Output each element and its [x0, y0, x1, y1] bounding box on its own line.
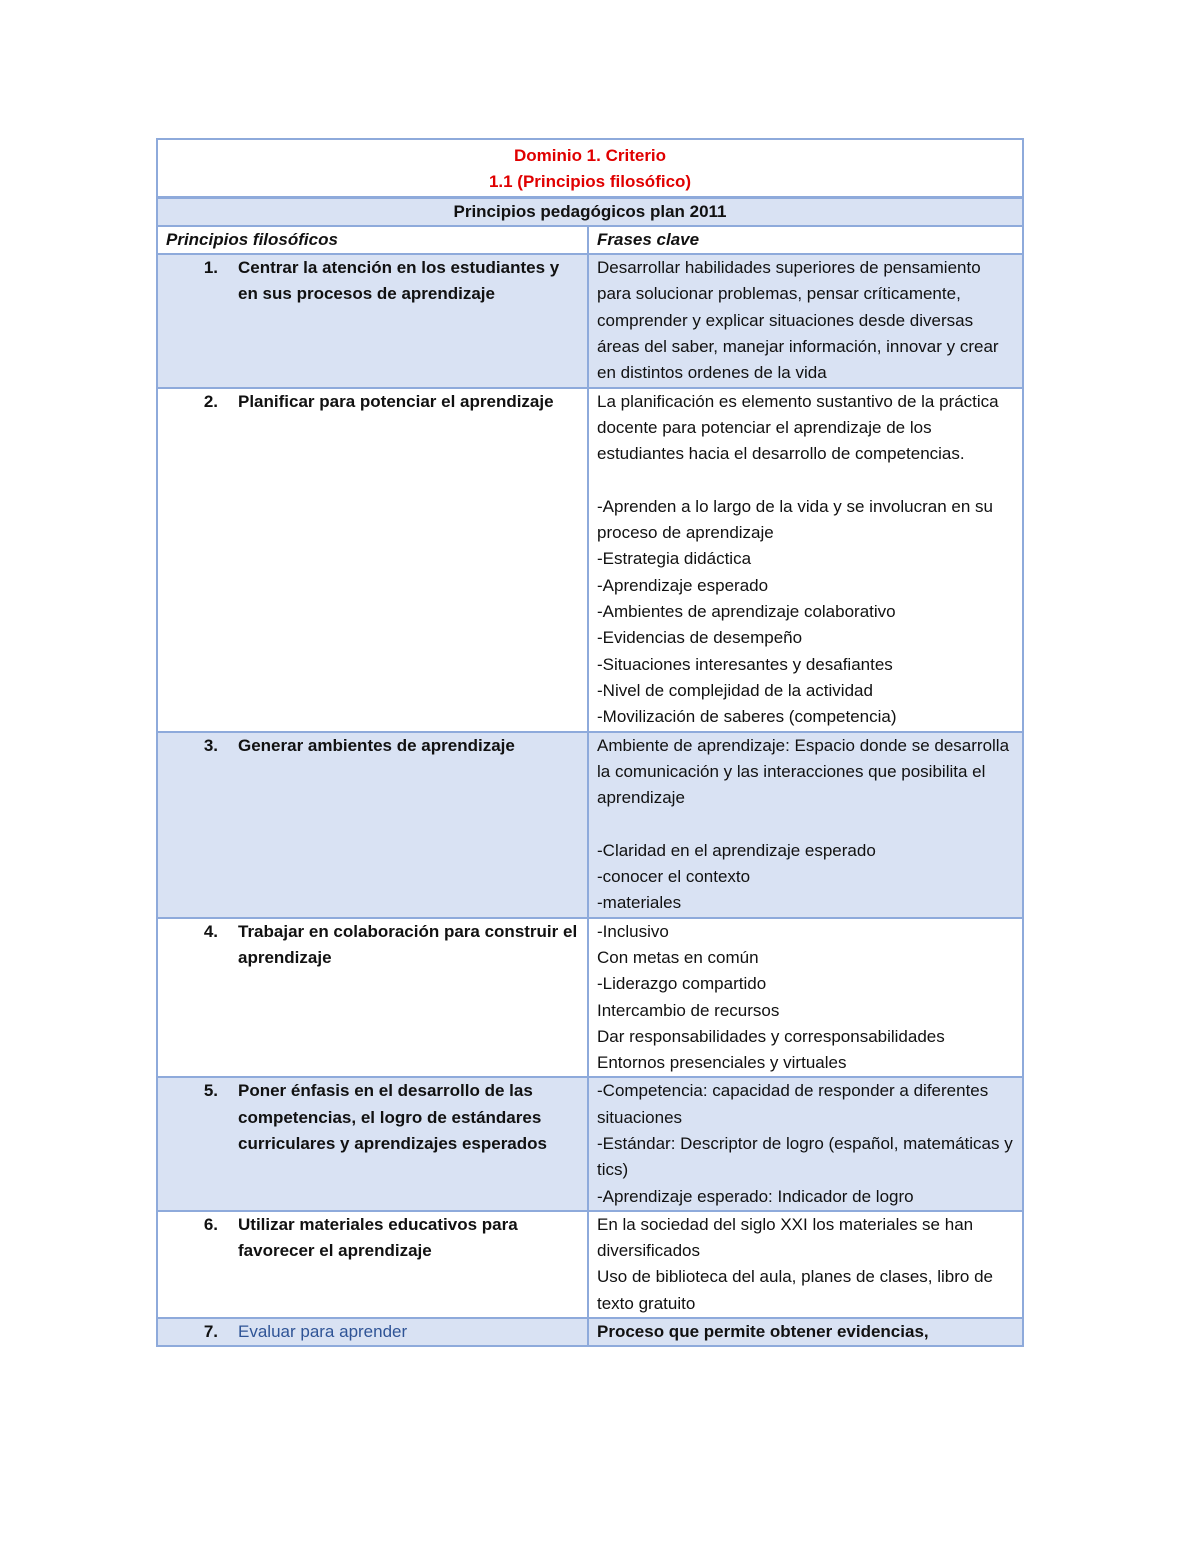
- principle-text: Centrar la atención en los estudiantes y en sus procesos de aprendizaje: [238, 258, 560, 304]
- phrases-cell: [588, 1318, 1023, 1346]
- phrase-line: -Estándar: Descriptor de logro (español, matemáticas y tics): [597, 1133, 1018, 1180]
- phrases-cell: [588, 388, 1023, 732]
- principle-cell: [157, 1211, 588, 1318]
- phrase-line: Intercambio de recursos: [597, 1000, 780, 1020]
- phrase-line: -Aprendizaje esperado: [597, 575, 769, 595]
- table-row: [157, 732, 1023, 918]
- phrase-line: -Aprendizaje esperado: Indicador de logro: [597, 1186, 914, 1206]
- table-subtitle: Principios pedagógicos plan 2011: [157, 197, 1023, 226]
- phrase-line: -Situaciones interesantes y desafiantes: [597, 654, 893, 674]
- title-line-1: Dominio 1. Criterio: [513, 146, 667, 165]
- column-header-phrases: Frases clave: [588, 226, 1023, 254]
- principle-number: 2.: [203, 391, 218, 411]
- principle-text: Poner énfasis en el desarrollo de las competencias, el logro de estándares curriculares y aprendizajes esperados: [238, 1081, 547, 1153]
- phrase-line: -materiales: [597, 893, 682, 913]
- phrase-line: La planificación es elemento sustantivo de la práctica docente para potenciar el aprendizaje de los estudiantes hacia el desarrollo de competencias.: [597, 391, 1004, 464]
- column-header-row: [157, 226, 1023, 254]
- phrase-line: -Evidencias de desempeño: [597, 628, 803, 648]
- phrase-line: [597, 468, 1014, 494]
- principle-cell: [157, 1318, 588, 1346]
- table-row: [157, 918, 1023, 1078]
- principle-text: Utilizar materiales educativos para favorecer el aprendizaje: [238, 1214, 518, 1261]
- phrases-cell: [588, 1077, 1023, 1210]
- phrase-line: Entornos presenciales y virtuales: [597, 1053, 847, 1073]
- phrase-line: -Aprenden a lo largo de la vida y se involucran en su proceso de aprendizaje: [597, 496, 998, 543]
- principle-text: Planificar para potenciar el aprendizaje: [238, 391, 554, 411]
- phrase-line: Con metas en común: [597, 947, 759, 967]
- principle-text: Evaluar para aprender: [238, 1322, 408, 1342]
- phrases-cell: [588, 254, 1023, 387]
- phrase-line: Uso de biblioteca del aula, planes de clases, libro de texto gratuito: [597, 1267, 998, 1313]
- phrase-line: -Nivel de complejidad de la actividad: [597, 680, 873, 700]
- principle-cell: [157, 732, 588, 918]
- phrase-line: Proceso que permite obtener evidencias,: [597, 1322, 929, 1342]
- document-page: [156, 138, 1022, 1347]
- phrase-line: -Inclusivo: [597, 921, 669, 941]
- title-row: [157, 139, 1023, 197]
- table-row: [157, 1211, 1023, 1318]
- principle-cell: [157, 254, 588, 387]
- phrase-line: Dar responsabilidades y corresponsabilidades: [597, 1026, 945, 1046]
- principle-text: Trabajar en colaboración para construir el aprendizaje: [238, 921, 578, 967]
- principle-number: 6.: [203, 1214, 218, 1234]
- phrases-cell: [588, 732, 1023, 918]
- phrase-line: -Estrategia didáctica: [597, 549, 752, 569]
- table-row: [157, 1318, 1023, 1346]
- table-row: [157, 1077, 1023, 1210]
- principle-cell: [157, 1077, 588, 1210]
- phrases-cell: [588, 1211, 1023, 1318]
- column-header-principles: Principios filosóficos: [157, 226, 588, 254]
- phrase-line: -Claridad en el aprendizaje esperado: [597, 840, 876, 860]
- principle-cell: [157, 918, 588, 1078]
- principle-text: Generar ambientes de aprendizaje: [238, 735, 515, 755]
- principle-cell: [157, 388, 588, 732]
- phrase-line: En la sociedad del siglo XXI los materiales se han diversificados: [597, 1214, 978, 1261]
- subtitle-row: [157, 197, 1023, 226]
- phrases-cell: [588, 918, 1023, 1078]
- phrase-line: -Ambientes de aprendizaje colaborativo: [597, 602, 896, 622]
- principle-number: 1.: [203, 258, 218, 278]
- principle-number: 7.: [203, 1322, 218, 1342]
- phrase-line: -conocer el contexto: [597, 867, 751, 887]
- phrase-line: Ambiente de aprendizaje: Espacio donde se desarrolla la comunicación y las interacciones que posibilita el aprendizaje: [597, 735, 1014, 808]
- phrase-line: -Movilización de saberes (competencia): [597, 707, 897, 727]
- phrase-line: Desarrollar habilidades superiores de pensamiento para solucionar problemas, pensar críticamente, comprender y explicar situaciones desde diversas áreas del saber, manejar información, innovar y crear en distintos ordenes de la vida: [597, 258, 1004, 383]
- table-row: [157, 254, 1023, 387]
- table-row: [157, 388, 1023, 732]
- table-title: [157, 139, 1023, 197]
- principle-number: 3.: [203, 735, 218, 755]
- phrase-line: -Liderazgo compartido: [597, 974, 767, 994]
- phrase-line: [597, 811, 1014, 837]
- title-line-2: 1.1 (Principios filosófico): [488, 172, 692, 192]
- principles-table: [156, 138, 1024, 1347]
- principle-number: 4.: [203, 921, 218, 941]
- phrase-line: -Competencia: capacidad de responder a diferentes situaciones: [597, 1081, 993, 1127]
- principle-number: 5.: [203, 1081, 218, 1101]
